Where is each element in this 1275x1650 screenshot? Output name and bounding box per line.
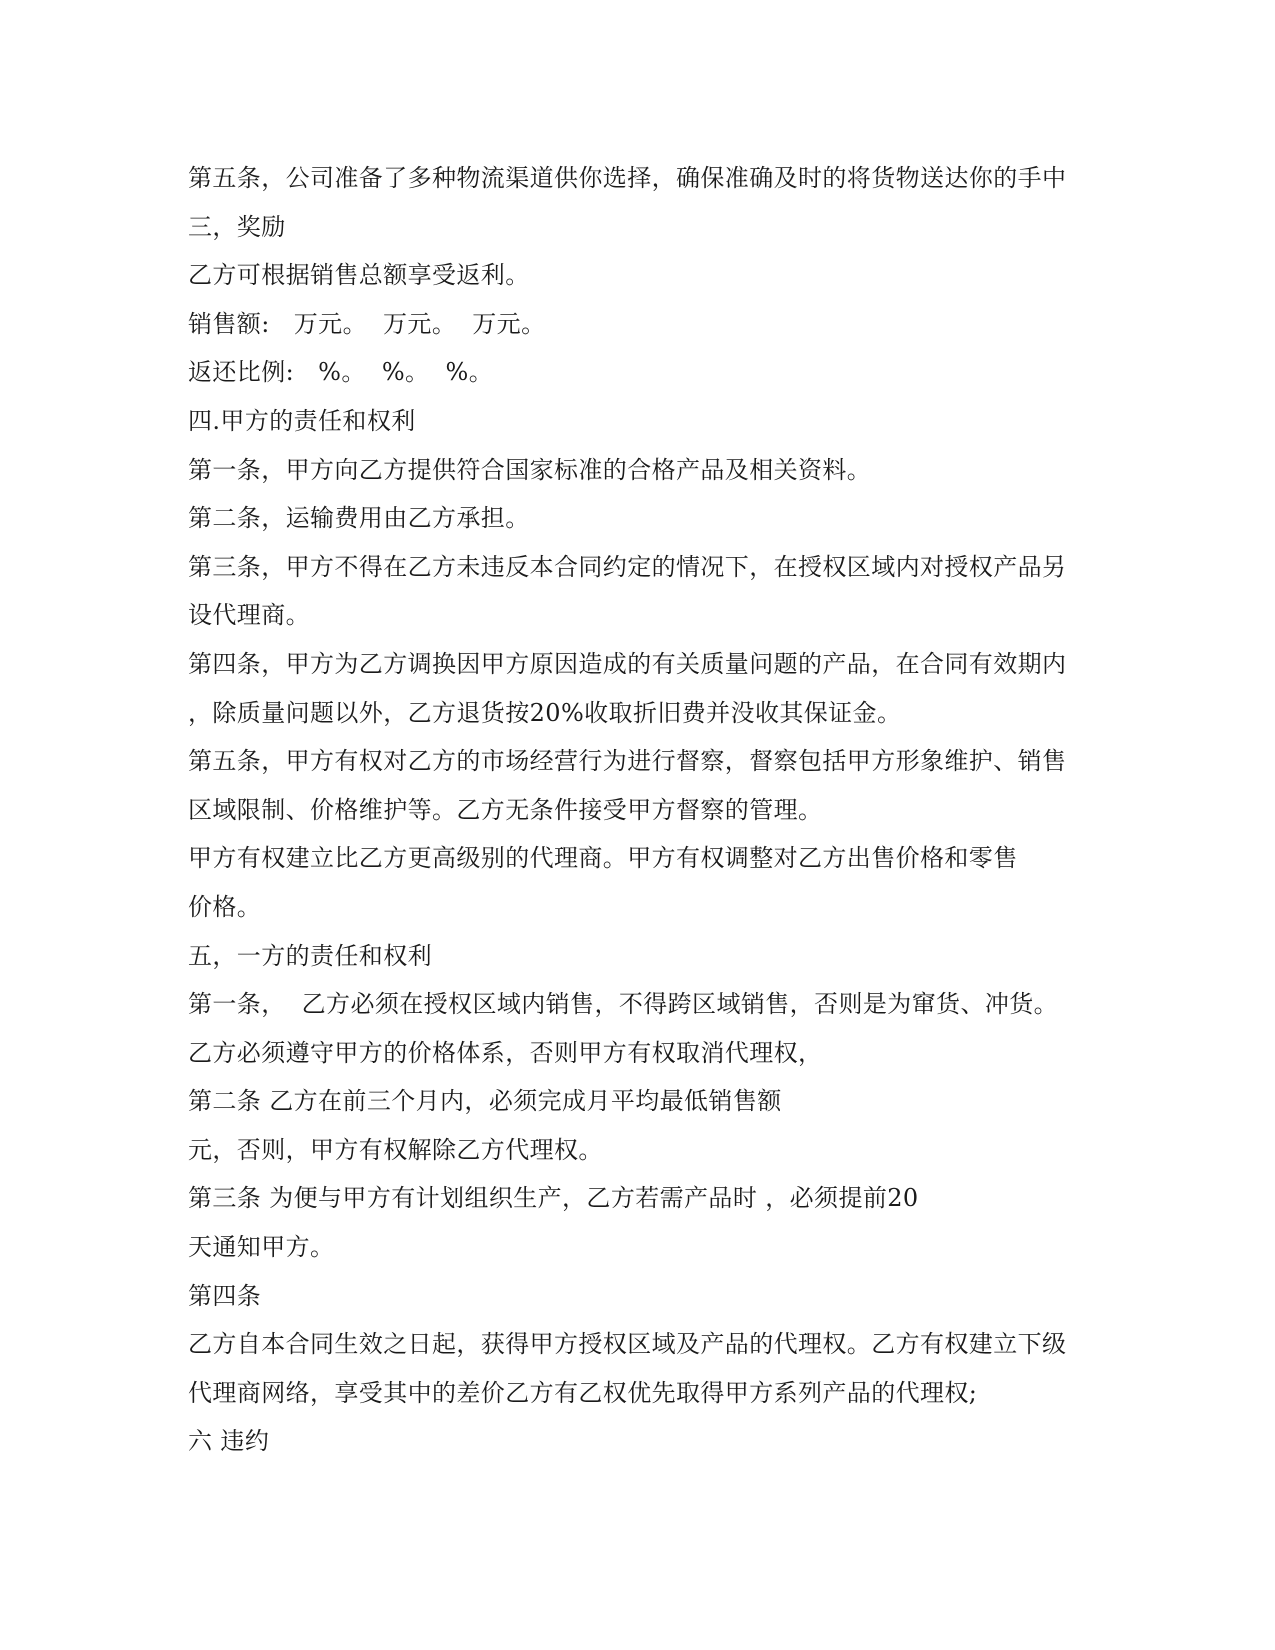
- document-body: [188, 154, 1098, 1466]
- text-line: 乙方自本合同生效之日起，获得甲方授权区域及产品的代理权。乙方有权建立下级: [188, 1330, 1067, 1359]
- text-line: 元，否则，甲方有权解除乙方代理权。: [188, 1135, 603, 1164]
- section-heading: 五，一方的责任和权利: [188, 941, 432, 970]
- text-line: 第二条，运输费用由乙方承担。: [188, 504, 530, 533]
- text-line: 设代理商。: [188, 601, 310, 630]
- text-line: 第五条，公司准备了多种物流渠道供你选择，确保准确及时的将货物送达你的手中: [188, 164, 1067, 192]
- text-line: 第五条，甲方有权对乙方的市场经营行为进行督察，督察包括甲方形象维护、销售: [188, 747, 1067, 776]
- section-heading: 六 违约: [188, 1427, 270, 1456]
- text-line: 第四条，甲方为乙方调换因甲方原因造成的有关质量问题的产品，在合同有效期内: [188, 649, 1067, 678]
- text-line: 第三条 为便与甲方有计划组织生产，乙方若需产品时 ，必须提前20: [188, 1184, 919, 1213]
- text-line: 返还比例: %。 %。 %。: [188, 358, 494, 387]
- text-line: 代理商网络，享受其中的差价乙方有乙权优先取得甲方系列产品的代理权;: [188, 1378, 978, 1407]
- section-heading: 四.甲方的责任和权利: [188, 406, 416, 435]
- text-line: 天通知甲方。: [188, 1233, 335, 1262]
- text-line: 第三条，甲方不得在乙方未违反本合同约定的情况下，在授权区域内对授权产品另: [188, 552, 1067, 581]
- text-line: 第二条 乙方在前三个月内，必须完成月平均最低销售额: [188, 1087, 782, 1116]
- text-line: 第四条: [188, 1281, 262, 1310]
- text-line: 乙方必须遵守甲方的价格体系，否则甲方有权取消代理权，: [188, 1038, 823, 1067]
- text-line: ，除质量问题以外，乙方退货按20%收取折旧费并没收其保证金。: [188, 698, 902, 727]
- section-heading: 三，奖励: [188, 212, 286, 241]
- text-line: 区域限制、价格维护等。乙方无条件接受甲方督察的管理。: [188, 795, 823, 824]
- text-line: 销售额: 万元。 万元。 万元。: [188, 309, 546, 338]
- text-line: 价格。: [188, 892, 262, 921]
- text-line: 第一条， 乙方必须在授权区域内销售，不得跨区域销售，否则是为窜货、冲货。: [188, 990, 1059, 1019]
- text-line: 第一条，甲方向乙方提供符合国家标准的合格产品及相关资料。: [188, 455, 872, 484]
- text-line: 乙方可根据销售总额享受返利。: [188, 261, 530, 290]
- text-line: 甲方有权建立比乙方更高级别的代理商。甲方有权调整对乙方出售价格和零售: [188, 844, 1018, 873]
